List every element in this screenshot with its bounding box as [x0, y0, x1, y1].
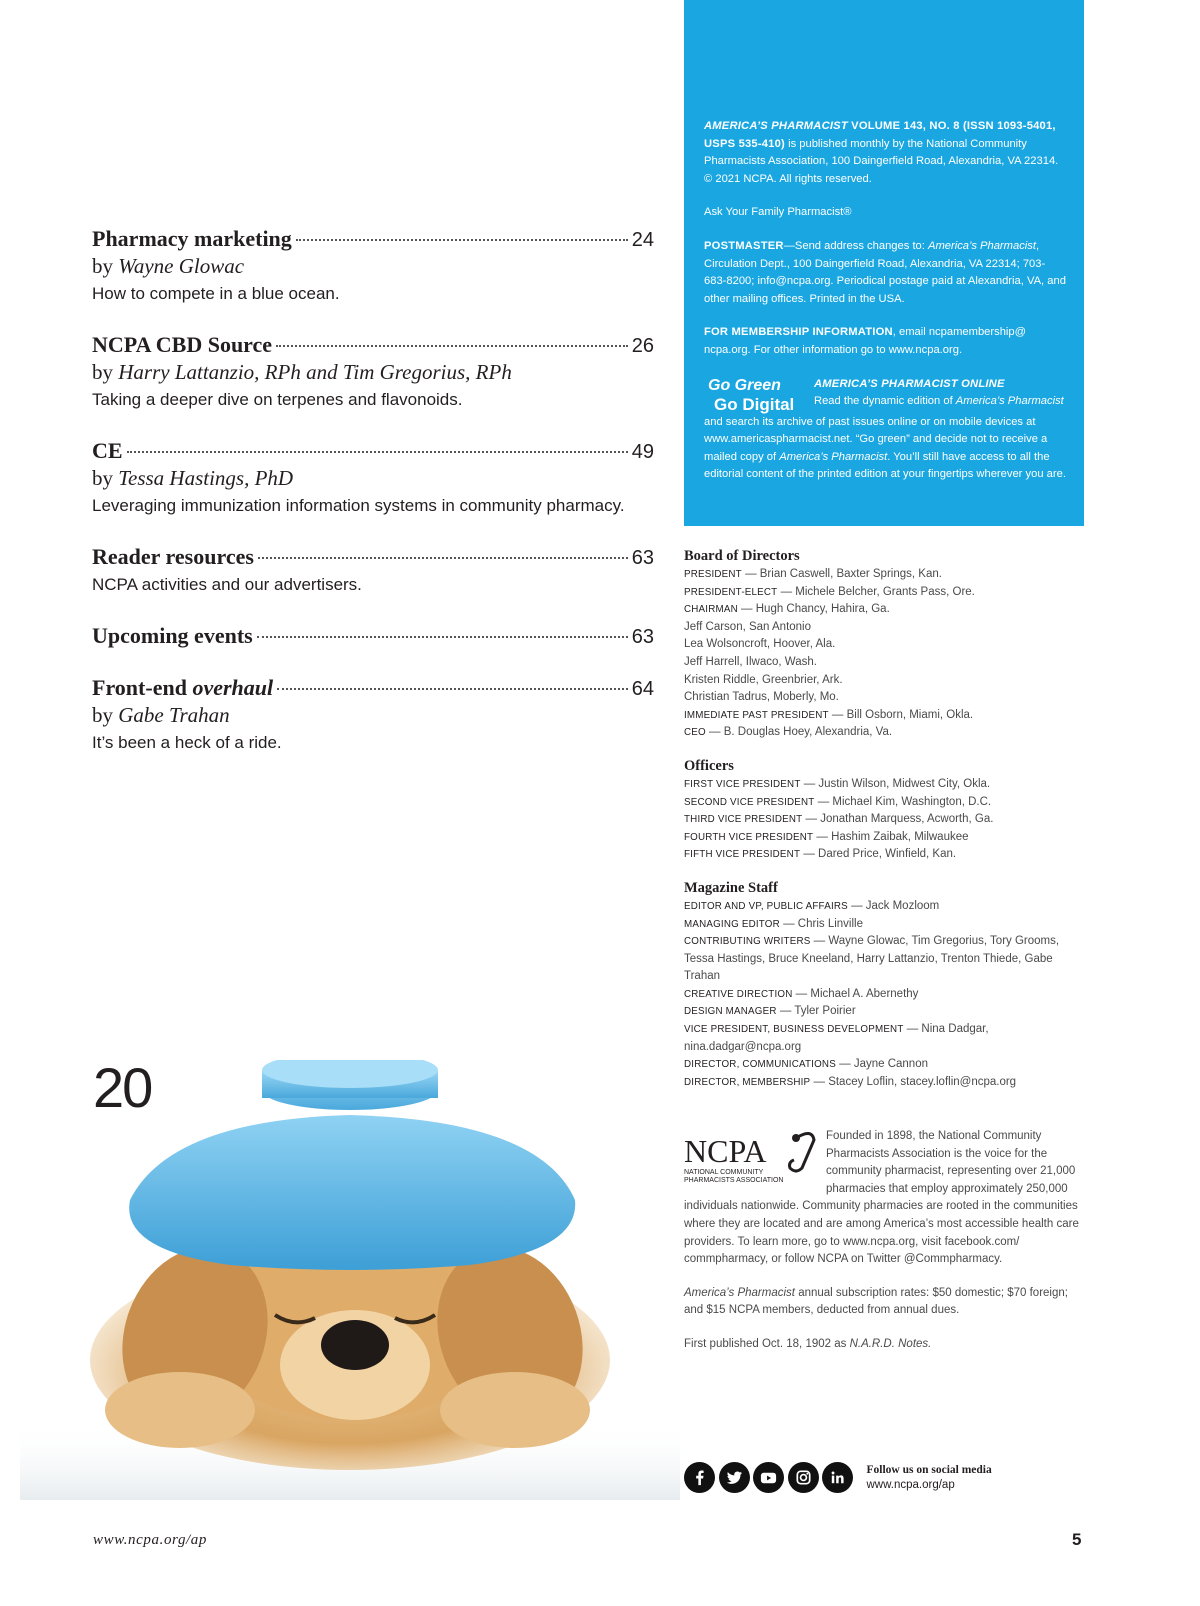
toc-entry-page: 49: [631, 441, 654, 463]
toc-entry[interactable]: [92, 675, 654, 755]
dot-leader: [257, 636, 628, 638]
toc-entry[interactable]: [92, 544, 654, 597]
facebook-icon[interactable]: [684, 1462, 715, 1493]
toc-entry-title: Front-end overhaul: [92, 675, 274, 700]
toc-entry-byline: by Gabe Trahan: [92, 703, 230, 727]
toc-entry-heading: [92, 675, 654, 701]
list-item: CEO — B. Douglas Hoey, Alexandria, Va.: [684, 726, 893, 739]
twitter-icon[interactable]: [719, 1462, 750, 1493]
social-url[interactable]: www.ncpa.org/ap: [866, 1478, 955, 1491]
youtube-icon[interactable]: [753, 1462, 784, 1493]
magazine-staff: [684, 878, 1084, 1092]
list-item: CHAIRMAN — Hugh Chancy, Hahira, Ga.: [684, 603, 890, 616]
toc-entry-heading: [92, 226, 654, 252]
list-item: IMMEDIATE PAST PRESIDENT — Bill Osborn, Miami, Okla.: [684, 708, 974, 721]
image-page-reference: 20: [93, 1056, 152, 1119]
dot-leader: [127, 451, 628, 453]
toc-entry-byline: by Tessa Hastings, PhD: [92, 466, 294, 490]
section-heading: Magazine Staff: [684, 879, 778, 896]
list-item: Jeff Harrell, Ilwaco, Wash.: [684, 655, 817, 668]
toc-entry-page: 24: [631, 229, 654, 251]
linkedin-icon[interactable]: [822, 1462, 853, 1493]
ncpa-logo-text: NCPA: [684, 1133, 767, 1169]
toc-entry-heading: [92, 332, 654, 358]
dot-leader: [296, 239, 628, 241]
list-item: THIRD VICE PRESIDENT — Jonathan Marquess, Acworth, Ga.: [684, 813, 994, 826]
online-lead: AMERICA’S PHARMACIST ONLINE Read the dynamic edition of America’s Pharmacist: [814, 377, 1064, 408]
toc-entry-heading: [92, 623, 654, 649]
toc-entry[interactable]: [92, 226, 654, 306]
ncpa-logo-subtitle-1: NATIONAL COMMUNITY: [684, 1169, 764, 1176]
toc-entry[interactable]: [92, 623, 654, 649]
list-item: FIRST VICE PRESIDENT — Justin Wilson, Midwest City, Okla.: [684, 777, 991, 790]
list-item: DIRECTOR, COMMUNICATIONS — Jayne Cannon: [684, 1058, 928, 1071]
list-item: CREATIVE DIRECTION — Michael A. Abernethy: [684, 987, 919, 1000]
list-item: DIRECTOR, MEMBERSHIP — Stacey Loflin, stacey.loflin@ncpa.org: [684, 1075, 1017, 1088]
toc-entry-description: NCPA activities and our advertisers.: [92, 575, 362, 594]
postmaster-notice: POSTMASTER—Send address changes to: America’s Pharmacist, Circulation Dept., 100 Daingerfield Road, Alexandria, VA 22314; 703-683-8200; info@ncpa.org. Periodical postage paid at Alexandria, VA, and other mailing offices. Printed in the USA.: [704, 239, 1066, 305]
toc-entry[interactable]: [92, 332, 654, 412]
toc-entry-title: Upcoming events: [92, 623, 253, 648]
dot-leader: [276, 345, 628, 347]
toc-entry-description: How to compete in a blue ocean.: [92, 284, 340, 303]
list-item: PRESIDENT — Brian Caswell, Baxter Springs, Kan.: [684, 568, 942, 580]
list-item: Jeff Carson, San Antonio: [684, 620, 812, 633]
toc-entry-page: 63: [631, 547, 654, 569]
go-green-logo-line2: Go Digital: [714, 394, 795, 414]
social-media-bar: [684, 1462, 992, 1493]
section-heading: Board of Directors: [684, 548, 800, 564]
toc-entry-byline: by Wayne Glowac: [92, 254, 245, 278]
list-item: VICE PRESIDENT, BUSINESS DEVELOPMENT — Nina Dadgar, nina.dadgar@ncpa.org: [684, 1023, 989, 1053]
section-heading: Officers: [684, 757, 734, 774]
puppy-ice-pack-image: [20, 1060, 680, 1500]
toc-entry-page: 63: [631, 626, 654, 648]
toc-entry-page: 64: [631, 678, 654, 700]
list-item: FOURTH VICE PRESIDENT — Hashim Zaibak, Milwaukee: [684, 830, 969, 843]
list-item: Christian Tadrus, Moberly, Mo.: [684, 691, 839, 704]
toc-entry[interactable]: [92, 438, 654, 518]
list-item: DESIGN MANAGER — Tyler Poirier: [684, 1005, 856, 1018]
list-item: CONTRIBUTING WRITERS — Wayne Glowac, Tim Gregorius, Tory Grooms, Tessa Hastings, Bruce Kneeland, Harry Lattanzio, Trenton Thiede, Gabe Trahan: [684, 935, 1060, 983]
toc-entry-description: Leveraging immunization information systems in community pharmacy.: [92, 496, 625, 515]
officers: [684, 756, 1084, 864]
go-green-go-digital-logo: [704, 372, 808, 414]
toc-entry-description: It’s been a heck of a ride.: [92, 733, 282, 752]
toc-entry-heading: [92, 438, 654, 464]
list-item: PRESIDENT-ELECT — Michele Belcher, Grants Pass, Ore.: [684, 585, 975, 598]
ncpa-logo-subtitle-2: PHARMACISTS ASSOCIATION: [684, 1177, 784, 1184]
footer-url[interactable]: www.ncpa.org/ap: [93, 1532, 208, 1548]
toc-entry-byline: by Harry Lattanzio, RPh and Tim Gregorius, RPh: [92, 360, 512, 384]
toc-entry-heading: [92, 544, 654, 570]
online-body: and search its archive of past issues online or on mobile devices at www.americaspharmacist.net. “Go green” and decide not to receive a mailed copy of America’s Pharmacist. You’ll still have access to all the editorial content of the printed edition at your fingertips wherever you are.: [704, 415, 1066, 481]
subscription-rates: America’s Pharmacist annual subscription rates: $50 domestic; $70 foreign; and $15 NCPA members, deducted from annual dues.: [684, 1286, 1068, 1317]
about-ncpa: [684, 1128, 1084, 1370]
follow-us-label: Follow us on social media: [866, 1463, 992, 1476]
toc-entry-title: Reader resources: [92, 544, 254, 569]
toc-entry-title: Pharmacy marketing: [92, 226, 292, 251]
ncpa-logo: [684, 1128, 822, 1184]
table-of-contents: [92, 226, 654, 781]
list-item: SECOND VICE PRESIDENT — Michael Kim, Washington, D.C.: [684, 795, 992, 808]
go-green-logo-line1: Go Green: [708, 376, 781, 394]
online-edition: [704, 376, 1066, 484]
list-item: FIFTH VICE PRESIDENT — Dared Price, Winfield, Kan.: [684, 848, 957, 861]
page-number: 5: [1072, 1530, 1082, 1549]
staff-listing: [684, 546, 1084, 1105]
membership-info: FOR MEMBERSHIP INFORMATION, email ncpamembership@ ncpa.org. For other information go to www.ncpa.org.: [704, 326, 1026, 356]
toc-entry-title: NCPA CBD Source: [92, 332, 273, 357]
publication-statement: AMERICA’S PHARMACIST VOLUME 143, NO. 8 (ISSN 1093-5401, USPS 535-410) is published monthly by the National Community Pharmacists Association, 100 Daingerfield Road, Alexandria, VA 22314. © 2021 NCPA. All rights reserved.: [704, 120, 1059, 185]
social-follow-text: [867, 1463, 992, 1493]
dot-leader: [277, 688, 628, 690]
list-item: MANAGING EDITOR — Chris Linville: [684, 917, 863, 930]
list-item: EDITOR AND VP, PUBLIC AFFAIRS — Jack Mozloom: [684, 899, 940, 912]
toc-entry-page: 26: [631, 335, 654, 357]
toc-entry-description: Taking a deeper dive on terpenes and flavonoids.: [92, 390, 463, 409]
masthead-info-box: [684, 0, 1084, 526]
toc-entry-title: CE: [92, 438, 123, 463]
dot-leader: [258, 557, 628, 559]
instagram-icon[interactable]: [788, 1462, 819, 1493]
list-item: Lea Wolsoncroft, Hoover, Ala.: [684, 638, 836, 651]
list-item: Kristen Riddle, Greenbrier, Ark.: [684, 673, 843, 686]
board-of-directors: [684, 546, 1084, 742]
first-published: First published Oct. 18, 1902 as N.A.R.D. Notes.: [684, 1337, 932, 1350]
ncpa-description: Founded in 1898, the National Community Pharmacists Association is the voice for the community pharmacist, representing over 21,000 pharmacies that employ approximately 250,000 individuals nationwide. Community pharmacies are rooted in the communities where they are located and are among America’s most accessible health care providers. To learn more, go to www.ncpa.org, visit facebook.com/ commpharmacy, or follow NCPA on Twitter @Commpharmacy.: [684, 1130, 1079, 1266]
ask-your-pharmacist: Ask Your Family Pharmacist®: [704, 206, 852, 219]
